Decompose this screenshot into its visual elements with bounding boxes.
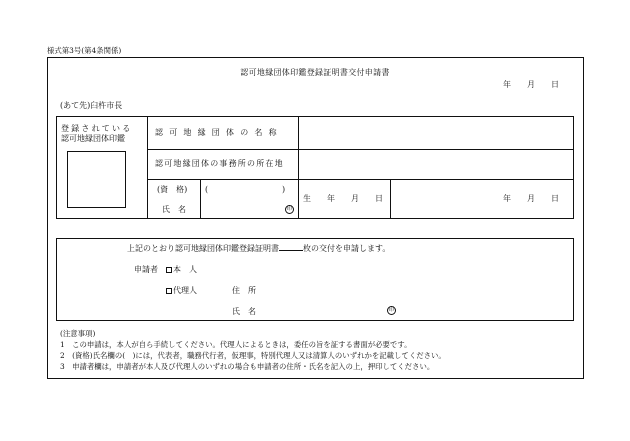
qualification-field[interactable]	[210, 182, 278, 196]
registered-seal-label-2: 認可地縁団体印鑑	[61, 134, 125, 143]
note-item: 3 申請者欄は，申請者が本人及び代理人のいずれの場合も申請者の住所・氏名を記入の上，押印してください。	[60, 362, 435, 371]
agent-checkbox[interactable]	[166, 288, 172, 294]
applicant-label: 申請者	[134, 265, 158, 274]
applicant-name-field[interactable]	[262, 302, 386, 316]
form-title: 認可地縁団体印鑑登録証明書交付申請書	[240, 68, 390, 77]
applicant-address-field[interactable]	[262, 282, 402, 296]
request-text-after: 枚の交付を申請します。	[303, 244, 391, 253]
applicant-name-label: 氏 名	[232, 307, 256, 316]
org-name-field[interactable]	[299, 117, 573, 148]
request-statement	[127, 243, 390, 254]
option-agent-label: 代理人	[173, 286, 197, 295]
addressee: (あて先)臼杵市長	[60, 101, 123, 110]
application-date[interactable]: 年 月 日	[503, 80, 559, 89]
note-item: 2 (資格)氏名欄の( )には，代表者，職務代行者，仮理事，特別代理人又は清算人のいずれかを記載してください。	[60, 351, 446, 360]
copies-field[interactable]	[279, 243, 303, 251]
self-checkbox[interactable]	[166, 267, 172, 273]
applicant-address-label: 住 所	[232, 286, 256, 295]
qualification-label: (資 格)	[157, 185, 188, 194]
name-label: 氏 名	[162, 205, 186, 214]
org-name-label: 認可地縁団体の名称	[155, 128, 283, 137]
form-number: 様式第3号(第4条関係)	[47, 46, 122, 55]
seal-impression-box	[67, 151, 126, 208]
option-agent[interactable]	[166, 286, 197, 296]
note-item: 1 この申請は，本人が自ら手続してください。代理人によるときは，委任の旨を証する書面が必要です。	[60, 340, 412, 349]
option-self[interactable]	[166, 265, 197, 275]
qualification-paren-open: (	[205, 185, 209, 194]
qualification-paren-close: )	[282, 185, 286, 194]
option-self-label: 本 人	[173, 265, 197, 274]
representative-name-field[interactable]	[203, 199, 283, 217]
office-address-label: 認可地縁団体の事務所の所在地	[155, 159, 284, 168]
applicant-seal-mark-icon: 印	[388, 307, 395, 313]
office-address-field[interactable]	[299, 150, 573, 178]
notes-heading: (注意事項)	[60, 329, 96, 338]
registered-seal-label: 登録されている	[61, 124, 133, 133]
birth-date-label: 生 年 月 日	[303, 194, 383, 203]
seal-mark-icon: 印	[286, 206, 293, 212]
birth-date-field[interactable]: 年 月 日	[503, 194, 559, 203]
request-text-before: 上記のとおり認可地縁団体印鑑登録証明書	[127, 244, 279, 253]
